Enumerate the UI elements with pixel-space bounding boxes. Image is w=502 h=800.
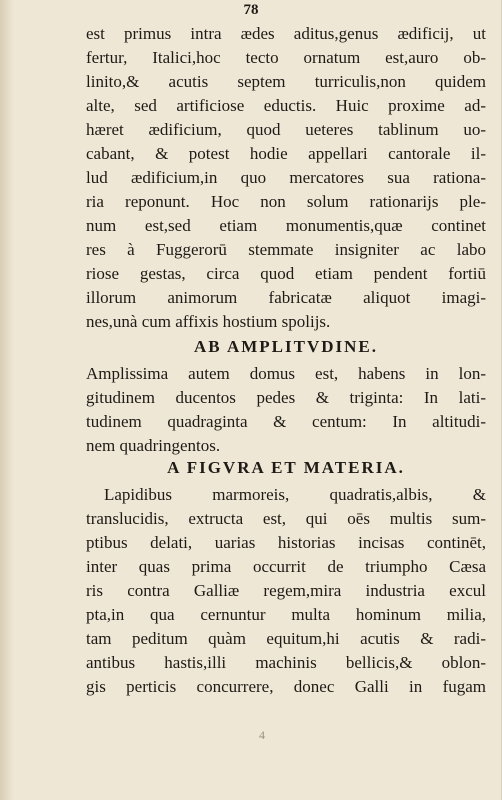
text-line: ria reponunt. Hoc non solum rationarijs ple- — [86, 192, 486, 211]
text-line: hæret ædificium, quod ueteres tablinum uo- — [86, 120, 486, 139]
section-heading-amplitudine: AB AMPLITVDINE. — [194, 337, 378, 356]
text-line: pta,in qua cernuntur multa hominum milia, — [86, 605, 486, 624]
text-line: fertur, Italici,hoc tecto ornatum est,auro ob- — [86, 48, 486, 67]
section-heading-figura: A FIGVRA ET MATERIA. — [167, 458, 405, 477]
text-line: gitudinem ducentos pedes & triginta: In lati- — [86, 388, 486, 407]
text-line: res à Fuggerorū stemmate insigniter ac labo — [86, 240, 486, 259]
text-line: cabant, & potest hodie appellari cantorale il- — [86, 144, 486, 163]
text-line: riose gestas, circa quod etiam pendent fortiū — [86, 264, 486, 283]
text-line: gis perticis concurrere, donec Galli in fugam — [86, 677, 486, 696]
text-line: Lapidibus marmoreis, quadratis,albis, & — [104, 485, 486, 504]
text-line: inter quas prima occurrit de triumpho Cæsa — [86, 557, 486, 576]
text-line: Amplissima autem domus est, habens in lon- — [86, 364, 486, 383]
text-line: illorum animorum fabricatæ aliquot imagi- — [86, 288, 486, 307]
page-number: 78 — [243, 2, 259, 18]
text-line: linito,& acutis septem turriculis,non quidem — [86, 72, 486, 91]
text-line: alte, sed artificiose eductis. Huic proxime ad- — [86, 96, 486, 115]
text-line: nem quadringentos. — [86, 436, 221, 455]
text-line: est primus intra ædes aditus,genus ædificij, ut — [86, 24, 486, 43]
paragraph-2 — [86, 362, 486, 458]
text-line: num est,sed etiam monumentis,quæ continet — [86, 216, 486, 235]
text-line: lud ædificium,in quo mercatores sua rationa- — [86, 168, 486, 187]
text-line: tudinem quadraginta & centum: In altitudi- — [86, 412, 486, 431]
text-line: ptibus delati, uarias historias incisas continēt, — [86, 533, 486, 552]
text-line: nes,unà cum affixis hostium spolijs. — [86, 312, 331, 331]
text-line: translucidis, extructa est, qui oēs multis sum- — [86, 509, 486, 528]
text-line: antibus hastis,illi machinis bellicis,& oblon- — [86, 653, 486, 672]
text-line: ris contra Galliæ regem,mira industria excul — [86, 581, 486, 600]
text-line: tam peditum quàm equitum,hi acutis & radi- — [86, 629, 486, 648]
page-gutter-shadow — [0, 0, 14, 800]
footer-mark: 4 — [259, 728, 265, 742]
paragraph-1 — [86, 22, 486, 334]
paragraph-3 — [86, 483, 486, 699]
